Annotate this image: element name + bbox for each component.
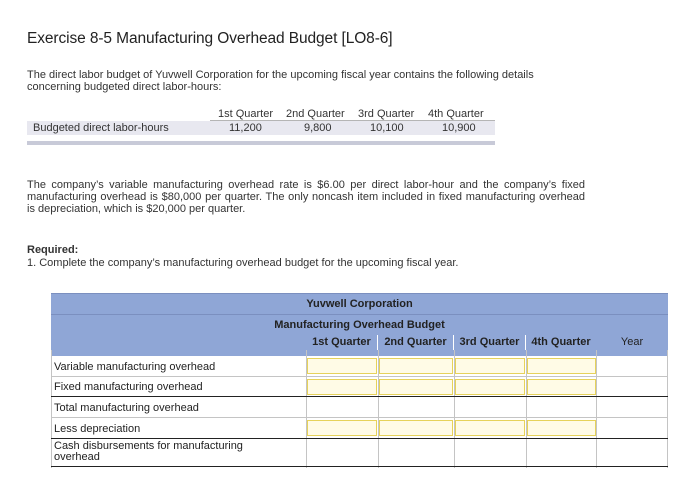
input-fixed-q2[interactable] [379,379,453,395]
col-header-q4: 4th Quarter [526,335,596,351]
labor-table-bottom-bar [27,141,495,145]
col-header-q1: 1st Quarter [306,335,377,351]
row-divider-total [51,396,668,397]
col-header-year: Year [620,336,644,348]
exercise-title: Exercise 8-5 Manufacturing Overhead Budget [LO8-6] [27,30,393,47]
labor-value-q3: 10,100 [370,122,404,134]
input-depreciation-q2[interactable] [379,420,453,436]
row-label-total-overhead: Total manufacturing overhead [54,402,199,414]
input-fixed-q4[interactable] [527,379,596,395]
budget-label-header-band [51,335,306,350]
labor-row-label: Budgeted direct labor-hours [33,122,169,134]
row-divider-total [51,438,668,439]
labor-value-q2: 9,800 [304,122,332,134]
intro-text: The direct labor budget of Yuvwell Corporation for the upcoming fiscal year contains the following details concerning budgeted direct labor-hours: [27,69,534,93]
budget-company-row [51,293,668,314]
input-variable-q4[interactable] [527,358,596,374]
labor-header-q1: 1st Quarter [218,108,274,120]
labor-value-q4: 10,900 [442,122,476,134]
input-variable-q2[interactable] [379,358,453,374]
row-divider [51,417,668,418]
input-variable-q3[interactable] [455,358,525,374]
overhead-paragraph: The company’s variable manufacturing overhead rate is $6.00 per direct labor-hour and the company’s fixed manufacturing overhead is $80,000 per quarter. The only noncash item included in fixed manufacturing overhead is depreciation, which is $20,000 per quarter. [27,179,585,215]
required-heading: Required: [27,244,79,256]
input-depreciation-q4[interactable] [527,420,596,436]
labor-header-q4: 4th Quarter [428,108,484,120]
row-label-variable-overhead: Variable manufacturing overhead [54,361,216,373]
col-divider [51,350,52,468]
row-label-cash-disbursements: Cash disbursements for manufacturing overhead [54,440,243,463]
row-label-less-depreciation: Less depreciation [54,423,141,435]
input-depreciation-q1[interactable] [307,420,377,436]
budget-subtitle-row [51,314,668,335]
col-header-q2: 2nd Quarter [378,335,453,351]
row-divider [51,376,668,377]
budget-header-spacer [51,350,668,356]
labor-header-q3: 3rd Quarter [358,108,415,120]
table-bottom-border [51,466,668,467]
input-variable-q1[interactable] [307,358,377,374]
col-divider [667,350,668,468]
budget-company-name: Yuvwell Corporation [306,298,413,310]
row-label-fixed-overhead: Fixed manufacturing overhead [54,381,203,393]
budget-subtitle: Manufacturing Overhead Budget [274,319,445,331]
required-item: 1. Complete the company’s manufacturing overhead budget for the upcoming fiscal year. [27,257,459,269]
col-divider [596,350,597,468]
input-fixed-q1[interactable] [307,379,377,395]
labor-value-q1: 11,200 [229,122,262,134]
overhead-budget-table [51,293,668,468]
input-fixed-q3[interactable] [455,379,525,395]
input-depreciation-q3[interactable] [455,420,525,436]
labor-header-q2: 2nd Quarter [286,108,345,120]
col-header-q3: 3rd Quarter [454,335,525,351]
